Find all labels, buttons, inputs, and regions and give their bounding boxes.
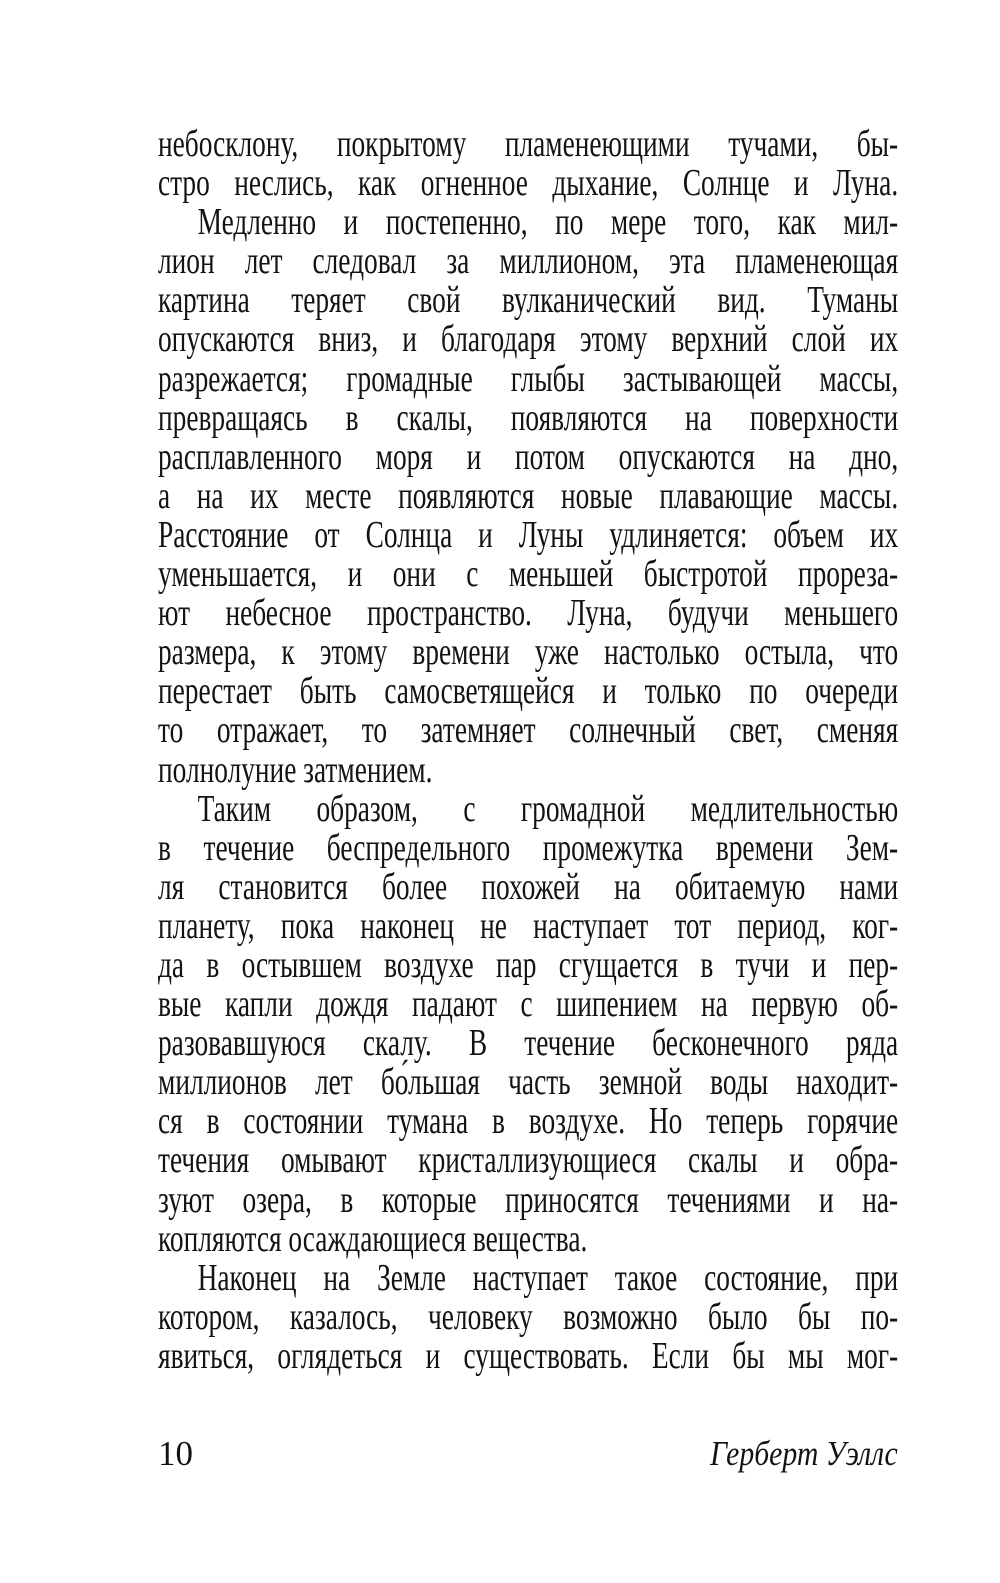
- text-line: ся в состоянии тумана в воздухе. Но теперь горячие: [158, 1100, 899, 1143]
- text-line: а на их месте появляются новые плавающие массы.: [158, 474, 899, 517]
- text-line: перестает быть самосветящейся и только по очереди: [158, 670, 899, 713]
- text-line: уменьшается, и они с меньшей быстротой прореза-: [158, 553, 899, 596]
- text-line: Медленно и постепенно, по мере того, как мил-: [197, 201, 899, 244]
- running-footer-author: Герберт Уэллс: [710, 1434, 898, 1473]
- text-line: лион лет следовал за миллионом, эта пламенеющая: [158, 240, 899, 283]
- text-line: опускаются вниз, и благодаря этому верхний слой их: [158, 318, 899, 361]
- text-line: размера, к этому времени уже настолько остыла, что: [158, 631, 899, 674]
- text-line: зуют озера, в которые приносятся течениями и на-: [158, 1178, 899, 1221]
- text-line: ля становится более похожей на обитаемую нами: [158, 865, 899, 908]
- text-line: ют небесное пространство. Луна, будучи меньшего: [158, 592, 899, 635]
- text-line: то отражает, то затемняет солнечный свет, сменяя: [158, 709, 899, 752]
- text-line: разрежается; громадные глыбы застывающей массы,: [158, 357, 899, 400]
- text-line: планету, пока наконец не наступает тот период, ког-: [158, 904, 899, 947]
- text-line: вые капли дождя падают с шипением на первую об-: [158, 983, 899, 1026]
- text-line: Таким образом, с громадной медлительностью: [197, 787, 899, 830]
- text-line: в течение беспредельного промежутка времени Зем-: [158, 826, 899, 869]
- text-line: явиться, оглядеться и существовать. Если бы мы мог-: [158, 1334, 899, 1377]
- text-line: расплавленного моря и потом опускаются на дно,: [158, 435, 899, 478]
- text-line: разовавшуюся скалу. В течение бесконечного ряда: [158, 1022, 899, 1065]
- body-text: [158, 125, 898, 1376]
- text-line: превращаясь в скалы, появляются на поверхности: [158, 396, 899, 439]
- text-line: Наконец на Земле наступает такое состояние, при: [197, 1256, 899, 1299]
- text-line: небосклону, покрытому пламенеющими тучами, бы-: [158, 123, 899, 165]
- text-line: стро неслись, как огненное дыхание, Солнце и Луна.: [158, 162, 899, 205]
- text-line: миллионов лет бо́льшая часть земной воды находит-: [158, 1061, 899, 1104]
- text-line: полнолуние затмением.: [158, 748, 433, 791]
- text-line: копляются осаждающиеся вещества.: [158, 1217, 588, 1260]
- text-line: картина теряет свой вулканический вид. Туманы: [158, 279, 899, 322]
- text-line: течения омывают кристаллизующиеся скалы и обра-: [158, 1139, 899, 1182]
- text-line: котором, казалось, человеку возможно было бы по-: [158, 1295, 899, 1338]
- text-line: да в остывшем воздухе пар сгущается в тучи и пер-: [158, 943, 899, 986]
- text-line: Расстояние от Солнца и Луны удлиняется: объем их: [158, 513, 899, 556]
- page-number: 10: [158, 1434, 193, 1473]
